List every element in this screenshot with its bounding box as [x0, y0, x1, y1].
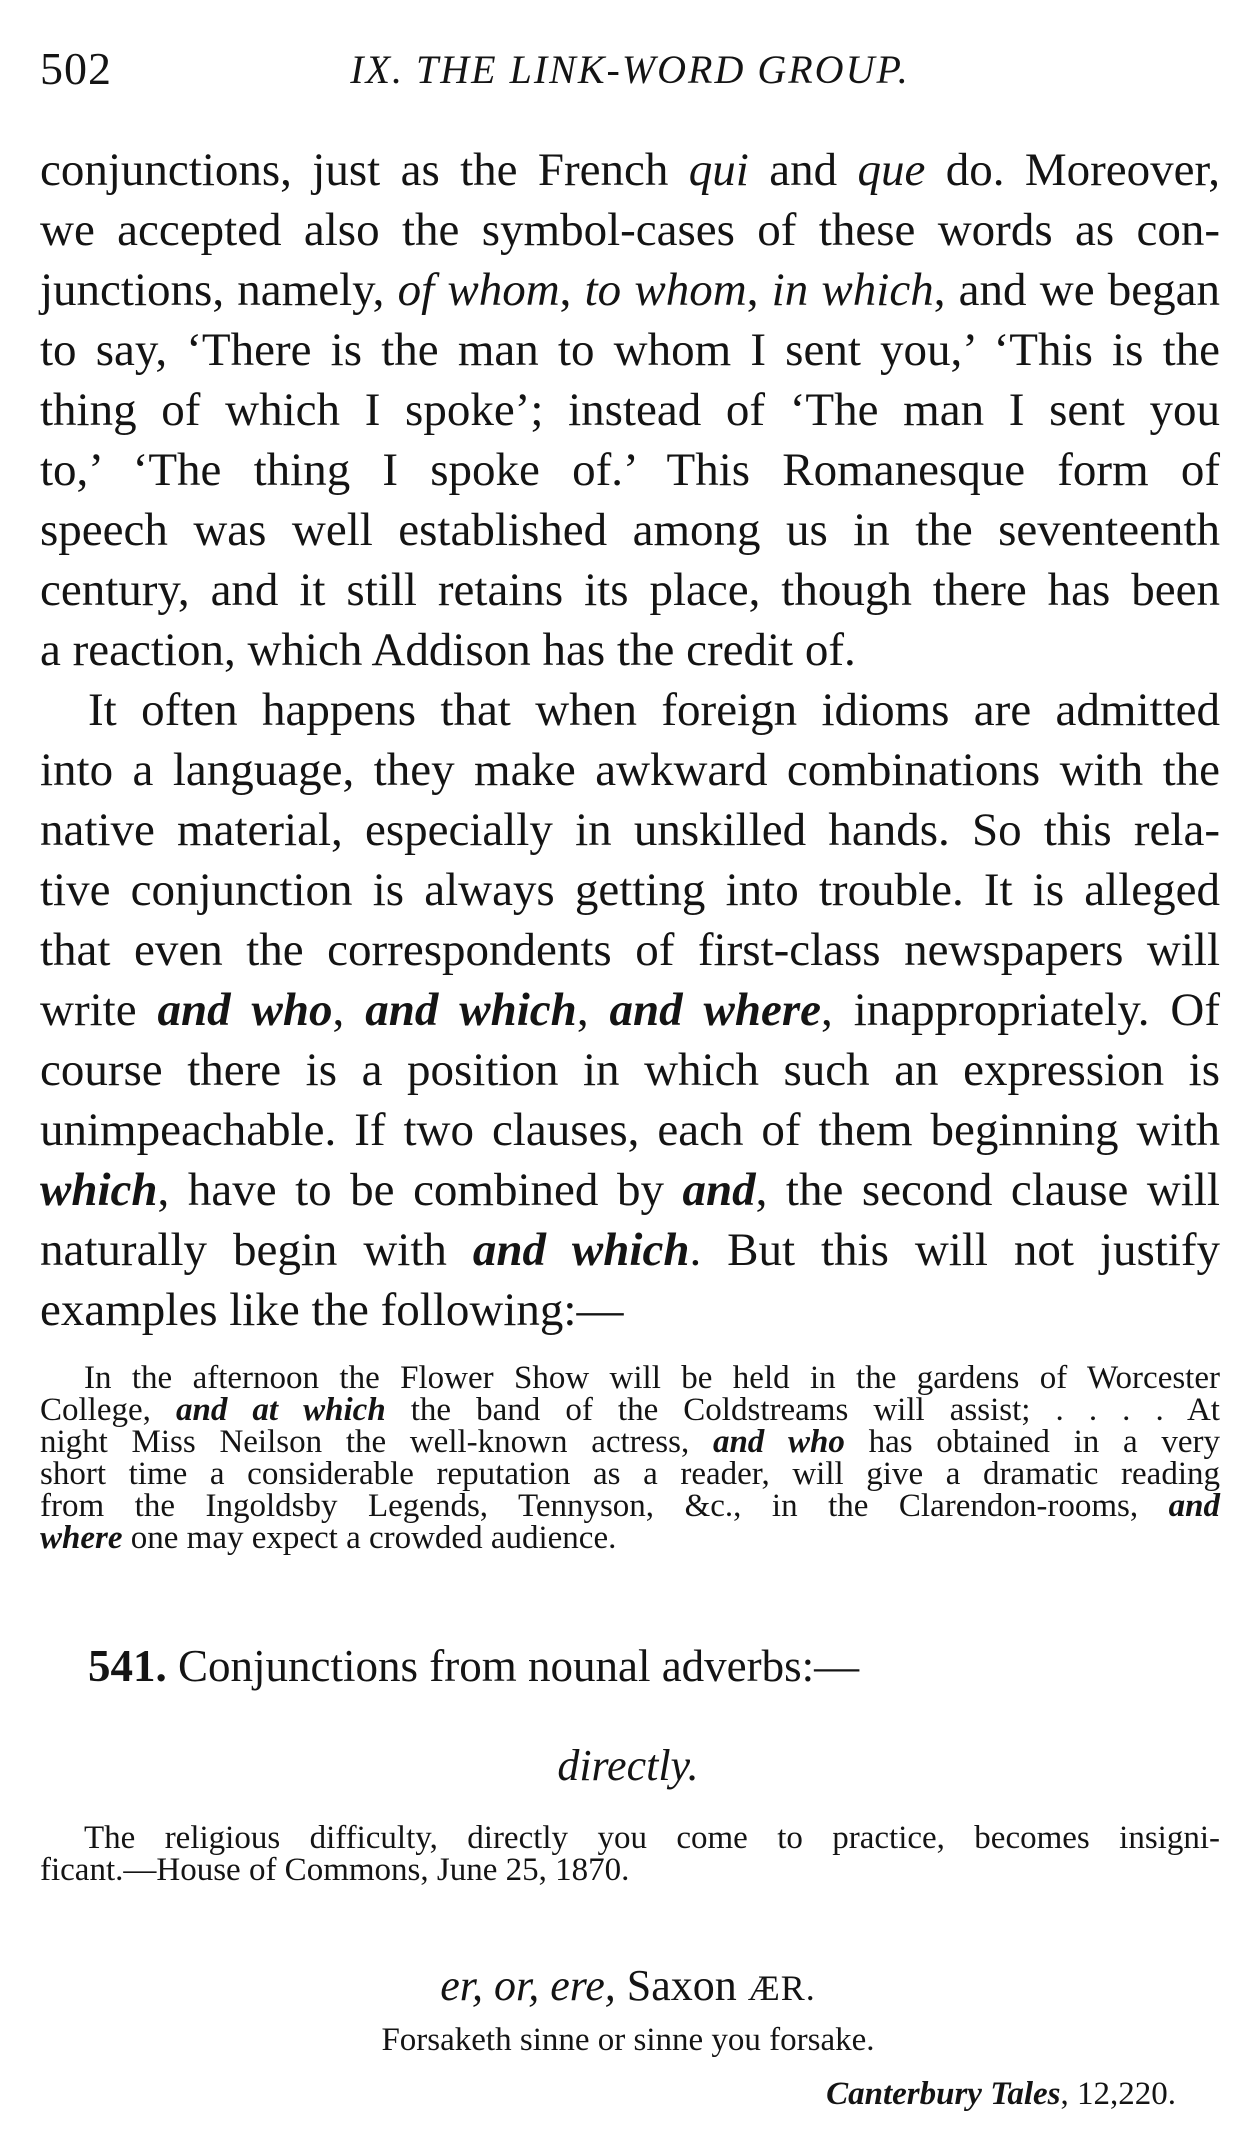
text-line: unimpeachable. If two clauses, each of them beginning with	[40, 1104, 1220, 1156]
paragraph-2	[40, 680, 1220, 1340]
text-line: that even the correspondents of first-class newspapers will	[40, 924, 1220, 976]
text-line: tive conjunction is always getting into trouble. It is alleged	[40, 864, 1220, 916]
text-line: century, and it still retains its place, though there has been	[40, 564, 1220, 616]
citation-ref: , 12,220.	[1060, 2076, 1176, 2112]
subheading-directly: directly.	[557, 1741, 699, 1790]
text-line: examples like the following:—	[40, 1284, 624, 1336]
example-line: The religious difficulty, directly you come to practice, becomes insigni-	[84, 1820, 1220, 1856]
text-line: thing of which I spoke’; instead of ‘The man I sent you	[40, 384, 1220, 436]
running-title: IX. THE LINK-WORD GROUP.	[350, 47, 910, 92]
citation	[826, 2076, 1176, 2113]
text-line: conjunctions, just as the French qui and que do. Moreover,	[40, 144, 1220, 196]
example-directly	[40, 1822, 1220, 1886]
text-line: write and who, and which, and where, inappropriately. Of	[40, 984, 1221, 1036]
quote-line: short time a considerable reputation as a reader, will give a dramatic reading	[40, 1456, 1220, 1492]
citation-title: Canterbury Tales	[826, 2076, 1061, 2112]
subheading-er: er, or, ere, Saxon ÆR.	[440, 1961, 816, 2010]
text-line: speech was well established among us in the seventeenth	[40, 504, 1220, 556]
text-line: naturally begin with and which. But this will not justify	[40, 1224, 1221, 1276]
quote-line: where one may expect a crowded audience.	[40, 1520, 617, 1556]
example-er: Forsaketh sinne or sinne you forsake.	[381, 2022, 875, 2058]
main-text	[40, 140, 1220, 1340]
section-title: Conjunctions from nounal adverbs:—	[166, 1641, 860, 1691]
text-line: native material, especially in unskilled hands. So this rela-	[40, 804, 1220, 856]
example-line: ficant.—House of Commons, June 25, 1870.	[40, 1852, 630, 1888]
quote-line: College, and at which the band of the Coldstreams will assist; . . . . At	[40, 1392, 1220, 1428]
text-line: to say, ‘There is the man to whom I sent you,’ ‘This is the	[40, 324, 1220, 376]
text-line: we accepted also the symbol-cases of these words as con-	[40, 204, 1220, 256]
quote-line: In the afternoon the Flower Show will be held in the gardens of Worcester	[84, 1360, 1220, 1396]
text-line: into a language, they make awkward combinations with the	[40, 744, 1220, 796]
section-number: 541.	[88, 1641, 167, 1691]
block-quote	[40, 1362, 1220, 1554]
paragraph-1	[40, 140, 1220, 680]
text-line: which, have to be combined by and, the second clause will	[40, 1164, 1220, 1216]
text-line: to,’ ‘The thing I spoke of.’ This Romanesque form of	[40, 444, 1220, 496]
quote-line: from the Ingoldsby Legends, Tennyson, &c., in the Clarendon-rooms, and	[40, 1488, 1220, 1524]
text-line: junctions, namely, of whom, to whom, in which, and we began	[40, 264, 1220, 316]
text-line: course there is a position in which such an expression is	[40, 1044, 1220, 1096]
text-line: a reaction, which Addison has the credit of.	[40, 624, 856, 676]
text-line: It often happens that when foreign idioms are admitted	[88, 684, 1220, 736]
page-header	[40, 42, 1220, 102]
page-number: 502	[40, 43, 112, 94]
quote-line: night Miss Neilson the well-known actress, and who has obtained in a very	[40, 1424, 1220, 1460]
section-heading	[88, 1640, 859, 1692]
